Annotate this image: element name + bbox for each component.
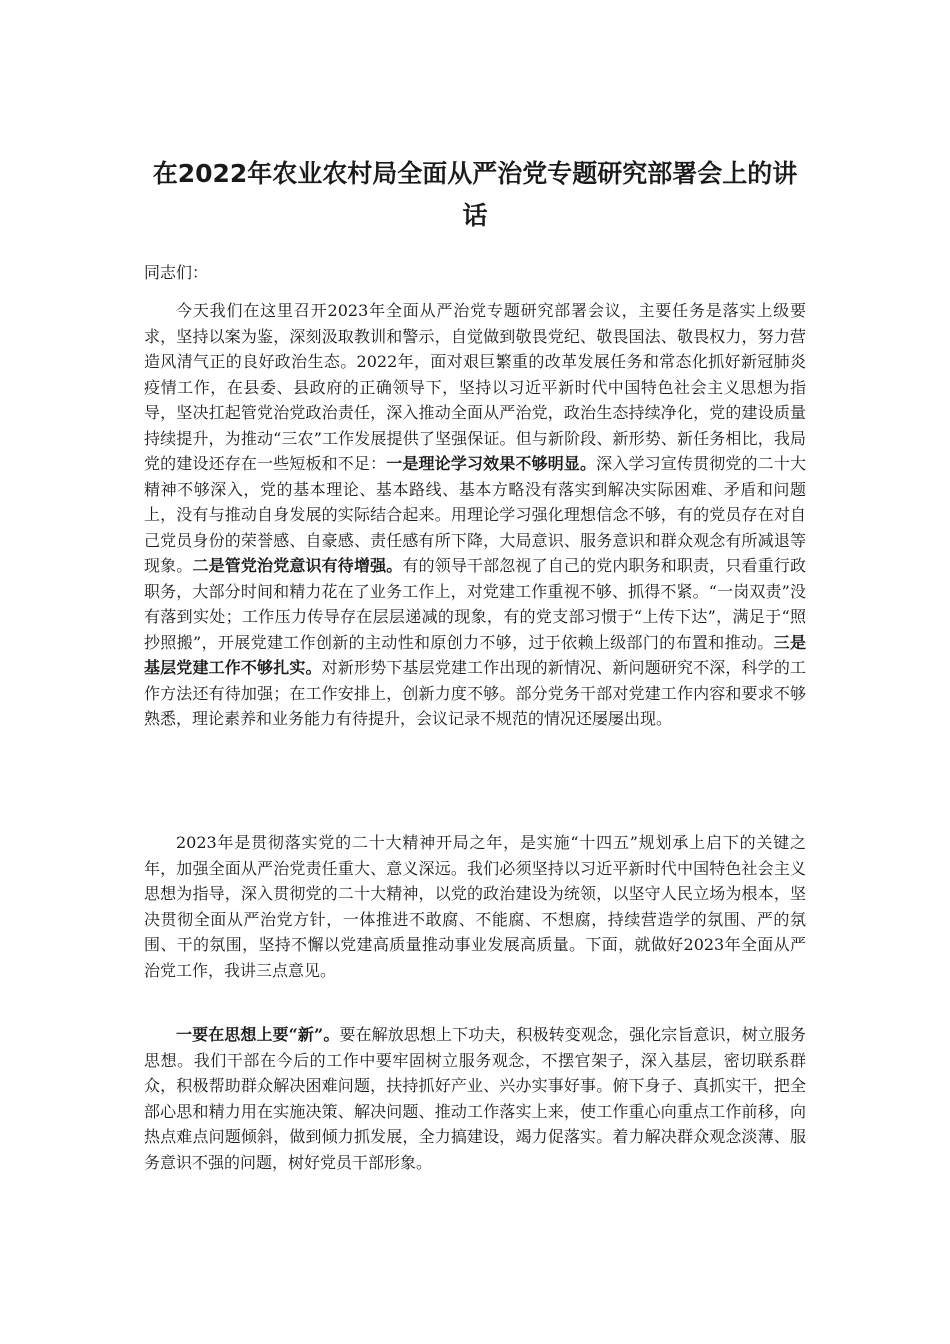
section-1-heading: 一要在思想上要“新”。	[176, 1025, 340, 1044]
paragraph-1-text-1: 今天我们在这里召开2023年全面从严治党专题研究部署会议，主要任务是落实上级要求，坚持以案为鉴，深刻汲取教训和警示，自觉做到敬畏党纪、敬畏国法、敬畏权力，努力营造风清气正的良好政治生态。2022年，面对艰巨繁重的改革发展任务和常态化抓好新冠肺炎疫情工作，在县委、县政府的正确领导下，坚持以习近平新时代中国特色社会主义思想为指导，坚决扛起管党治党政治责任，深入推动全面从严治党，政治生态持续净化，党的建设质量持续提升，为推动“三农”工作发展提供了坚强保证。但与新阶段、新形势、新任务相比，我局党的建设还存在一些短板和不足：	[144, 301, 806, 473]
point-3-heading: 三是基层党建工作不够扎实。	[144, 632, 806, 677]
paragraph-3	[144, 1022, 806, 1175]
paragraph-1	[144, 298, 806, 732]
salutation: 同志们：	[144, 263, 209, 282]
paragraph-2: 2023年是贯彻落实党的二十大精神开局之年，是实施“十四五”规划承上启下的关键之年，加强全面从严治党责任重大、意义深远。我们必须坚持以习近平新时代中国特色社会主义思想为指导，深入贯彻党的二十大精神，以党的政治建设为统领，以坚守人民立场为根本，坚决贯彻全面从严治党方针，一体推进不敢腐、不能腐、不想腐，持续营造学的氛围、严的氛围、干的氛围，坚持不懈以党建高质量推动事业发展高质量。下面，就做好2023年全面从严治党工作，我讲三点意见。	[144, 833, 806, 980]
paragraph-1-text-2: 深入学习宣传贯彻党的二十大精神不够深入，党的基本理论、基本路线、基本方略没有落实到解决实际困难、矛盾和问题上，没有与推动自身发展的实际结合起来。用理论学习强化理想信念不够，有的党员存在对自己党员身份的荣誉感、自豪感、责任感有所下降，大局意识、服务意识和群众观念有所减退等现象。	[144, 454, 806, 575]
paragraph-1-text-3: 有的领导干部忽视了自己的党内职务和职责，只看重行政职务，大部分时间和精力花在了业务工作上，对党建工作重视不够、抓得不紧。“一岗双责”没有落到实处；工作压力传导存在层层递减的现象，有的党支部习惯于“上传下达”，满足于“照抄照搬”，开展党建工作创新的主动性和原创力不够，过于依赖上级部门的布置和推动。	[144, 556, 806, 652]
paragraph-1-text-4: 对新形势下基层党建工作出现的新情况、新问题研究不深，科学的工作方法还有待加强；在工作安排上，创新力度不够。部分党务干部对党建工作内容和要求不够熟悉，理论素养和业务能力有待提升，会议记录不规范的情况还屡屡出现。	[144, 658, 806, 728]
paragraph-3-text: 要在解放思想上下功夫，积极转变观念，强化宗旨意识，树立服务思想。我们干部在今后的工作中要牢固树立服务观念，不摆官架子，深入基层，密切联系群众，积极帮助群众解决困难问题，扶持抓好产业、兴办实事好事。俯下身子、真抓实干，把全部心思和精力用在实施决策、解决问题、推动工作落实上来，使工作重心向重点工作前移，向热点难点问题倾斜，做到倾力抓发展，全力搞建设，竭力促落实。着力解决群众观念淡薄、服务意识不强的问题，树好党员干部形象。	[144, 1025, 806, 1172]
point-2-heading: 二是管党治党意识有待增强。	[192, 556, 403, 575]
document-title: 在2022年农业农村局全面从严治党专题研究部署会上的讲话	[152, 159, 798, 230]
point-1-heading: 一是理论学习效果不够明显。	[386, 454, 597, 473]
